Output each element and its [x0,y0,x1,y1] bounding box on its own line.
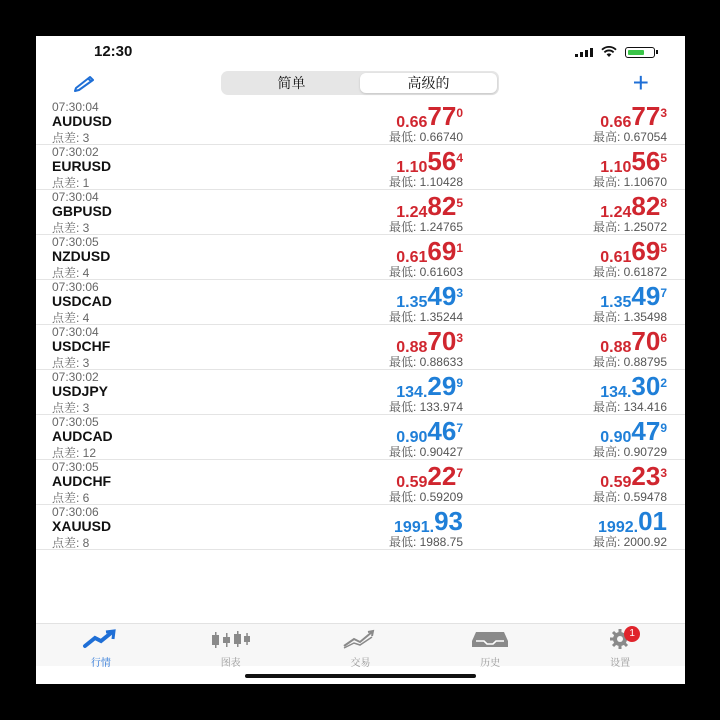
quote-spread: 点差: 3 [52,131,90,145]
ask-price-fraction: 2 [660,376,667,390]
bid-price-fraction: 1 [456,241,463,255]
bid-price-fraction: 3 [456,286,463,300]
bid-price-prefix: 0.66 [396,114,428,131]
ask-price-fraction: 7 [660,286,667,300]
quote-time: 07:30:06 [52,280,99,294]
tab-label: 交易 [350,658,371,669]
quote-time: 07:30:02 [52,370,99,384]
ask-price-prefix: 0.61 [600,249,632,266]
quote-row[interactable] [36,505,685,550]
ask-price-prefix: 1.24 [600,204,632,221]
quote-row[interactable] [36,145,685,190]
quote-symbol: NZDUSD [52,248,111,264]
tab-trending-up[interactable] [36,624,166,669]
tab-gear[interactable] [555,624,685,669]
day-high: 最高: 0.90729 [592,445,667,459]
day-low: 最低: 1.24765 [388,220,463,234]
mode-segmented-control[interactable] [221,71,499,95]
quote-symbol: USDJPY [52,383,109,399]
day-high: 最高: 0.61872 [592,265,667,279]
ask-price-fraction: 8 [660,196,667,210]
quote-time: 07:30:04 [52,325,99,339]
quote-spread: 点差: 12 [52,446,97,460]
add-symbol-button[interactable]: + [632,67,649,98]
edit-pencil-icon[interactable] [72,74,98,92]
day-low: 最低: 0.88633 [388,355,463,369]
bid-price-pips: 82 [427,191,457,221]
trending-up-icon [81,636,121,653]
quote-spread: 点差: 4 [52,266,90,280]
quote-spread: 点差: 3 [52,401,90,415]
tab-label: 历史 [480,658,501,669]
ask-price-fraction: 9 [660,421,667,435]
bid-price-prefix: 1.10 [396,159,428,176]
quote-spread: 点差: 3 [52,221,90,235]
bid-price-prefix: 0.59 [396,474,428,491]
quote-symbol: XAUUSD [52,518,112,534]
home-indicator [245,674,476,678]
quote-symbol: USDCAD [52,293,112,309]
bid-price-fraction: 3 [456,331,463,345]
bid-price-fraction: 7 [456,421,463,435]
tab-candlestick[interactable] [166,624,296,669]
quote-symbol: AUDUSD [52,113,112,129]
ask-price-pips: 77 [631,101,661,131]
quote-spread: 点差: 8 [52,536,90,550]
quote-spread: 点差: 1 [52,176,90,190]
day-low: 最低: 0.61603 [388,265,463,279]
ask-price-pips: 70 [631,326,661,356]
bid-price-pips: 69 [427,236,457,266]
day-high: 最高: 0.59478 [592,490,667,504]
tab-label: 行情 [90,658,111,669]
quote-time: 07:30:04 [52,190,99,204]
ask-price-pips: 01 [638,506,667,536]
bid-price-pips: 93 [434,506,463,536]
inbox-icon [470,636,510,653]
day-high: 最高: 1.25072 [592,220,667,234]
day-low: 最低: 1.10428 [388,175,463,189]
ask-price-prefix: 1992. [598,519,639,536]
battery-icon [625,47,655,58]
ask-price-pips: 69 [631,236,661,266]
phone-screen [36,36,685,684]
quote-spread: 点差: 4 [52,311,90,325]
quote-symbol: USDCHF [52,338,111,354]
quote-symbol: AUDCAD [52,428,113,444]
ask-price-fraction: 5 [660,241,667,255]
quote-time: 07:30:05 [52,460,99,474]
segment-simple[interactable]: 简单 [277,75,306,91]
quote-time: 07:30:06 [52,505,99,519]
bid-price-fraction: 0 [456,106,463,120]
quote-row[interactable] [36,460,685,505]
ask-price-fraction: 6 [660,331,667,345]
ask-price-prefix: 0.59 [600,474,632,491]
quote-row[interactable] [36,280,685,325]
ask-price-pips: 49 [631,281,661,311]
status-time: 12:30 [94,43,133,60]
day-high: 最高: 1.35498 [592,310,667,324]
nav-bar [36,66,685,100]
ask-price-prefix: 0.88 [600,339,632,356]
quote-symbol: AUDCHF [52,473,112,489]
ask-price-prefix: 1.10 [600,159,632,176]
quote-list [36,100,685,550]
quote-spread: 点差: 6 [52,491,90,505]
bid-price-prefix: 0.90 [396,429,428,446]
tab-label: 图表 [220,658,241,669]
bid-price-prefix: 1.35 [396,294,428,311]
quote-symbol: GBPUSD [52,203,112,219]
bid-price-pips: 70 [427,326,457,356]
quote-row[interactable] [36,190,685,235]
bid-price-pips: 22 [427,461,457,491]
ask-price-fraction: 3 [660,466,667,480]
ask-price-pips: 47 [631,416,661,446]
bid-price-fraction: 7 [456,466,463,480]
day-low: 最低: 133.974 [388,400,463,414]
bid-price-pips: 46 [427,416,457,446]
bid-price-pips: 77 [427,101,457,131]
ask-price-fraction: 5 [660,151,667,165]
day-low: 最低: 1988.75 [388,535,463,549]
ask-price-pips: 56 [631,146,661,176]
bid-price-pips: 49 [427,281,457,311]
tab-bar [36,623,685,669]
ask-price-pips: 30 [631,371,661,401]
tab-inbox[interactable] [425,624,555,669]
day-high: 最高: 0.88795 [592,355,667,369]
quote-time: 07:30:02 [52,145,99,159]
day-low: 最低: 1.35244 [388,310,463,324]
ask-price-fraction: 3 [660,106,667,120]
signal-icon [575,48,593,57]
quote-time: 07:30:05 [52,415,99,429]
ask-price-prefix: 1.35 [600,294,632,311]
quote-time: 07:30:05 [52,235,99,249]
wifi-icon [601,46,617,58]
status-bar [36,36,685,66]
bid-price-pips: 29 [427,371,457,401]
bid-price-prefix: 134. [396,384,428,401]
quote-row[interactable] [36,415,685,460]
ask-price-prefix: 134. [600,384,632,401]
tab-label: 设置 [610,658,631,669]
segment-advanced[interactable]: 高级的 [360,73,497,93]
day-low: 最低: 0.90427 [388,445,463,459]
status-icons [575,46,655,58]
tab-trade-chart[interactable] [296,624,426,669]
quote-symbol: EURUSD [52,158,112,174]
ask-price-prefix: 0.90 [600,429,632,446]
day-low: 最低: 0.66740 [388,130,463,144]
quote-row[interactable] [36,100,685,145]
bid-price-pips: 56 [427,146,457,176]
day-high: 最高: 1.10670 [592,175,667,189]
ask-price-prefix: 0.66 [600,114,632,131]
trade-chart-icon [340,636,380,653]
quote-row[interactable] [36,370,685,415]
bid-price-fraction: 4 [456,151,463,165]
ask-price-pips: 23 [631,461,661,491]
day-low: 最低: 0.59209 [388,490,463,504]
bid-price-prefix: 1991. [394,519,435,536]
bid-price-fraction: 9 [456,376,463,390]
quote-time: 07:30:04 [52,100,99,114]
bid-price-prefix: 0.88 [396,339,428,356]
notification-badge: 1 [624,626,640,642]
day-high: 最高: 2000.92 [592,535,667,549]
quote-row[interactable] [36,235,685,280]
bid-price-fraction: 5 [456,196,463,210]
day-high: 最高: 134.416 [592,400,667,414]
quote-spread: 点差: 3 [52,356,90,370]
ask-price-pips: 82 [631,191,661,221]
quote-row[interactable] [36,325,685,370]
day-high: 最高: 0.67054 [592,130,667,144]
bid-price-prefix: 0.61 [396,249,428,266]
bid-price-prefix: 1.24 [396,204,428,221]
candlestick-icon [209,636,253,653]
